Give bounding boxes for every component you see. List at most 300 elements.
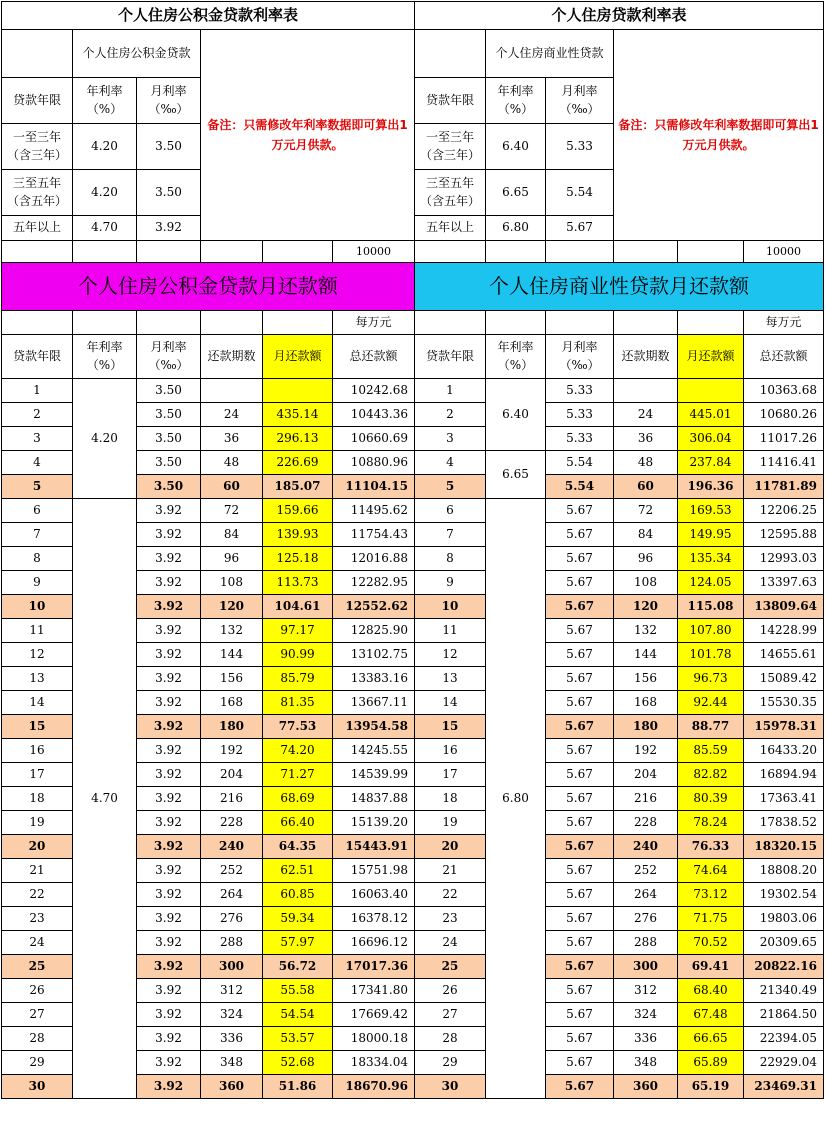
left-total-cell: 12825.90 [333,619,415,643]
right-monthly-rate-cell: 5.67 [546,643,614,667]
right-rate-annual: 6.80 [486,216,546,241]
right-rate-term: 一至三年（含三年） [415,124,486,170]
left-term-cell: 10 [2,595,73,619]
left-col-term: 贷款年限 [2,335,73,379]
left-monthly-rate-cell: 3.50 [137,403,201,427]
left-payment-cell: 57.97 [263,931,333,955]
left-monthly-rate-cell: 3.92 [137,835,201,859]
right-payment-cell: 107.80 [678,619,744,643]
left-periods-cell: 132 [201,619,263,643]
left-payment-cell: 104.61 [263,595,333,619]
right-banner: 个人住房商业性贷款月还款额 [415,263,824,311]
left-payment-cell: 113.73 [263,571,333,595]
left-monthly-rate-cell: 3.92 [137,883,201,907]
left-term-cell: 20 [2,835,73,859]
left-rate-monthly: 3.50 [137,124,201,170]
right-term-cell: 14 [415,691,486,715]
right-monthly-rate-cell: 5.67 [546,667,614,691]
right-loan-type: 个人住房商业性贷款 [486,30,614,78]
right-total-cell: 22929.04 [744,1051,824,1075]
left-term-cell: 14 [2,691,73,715]
right-monthly-rate-cell: 5.67 [546,931,614,955]
left-periods-cell: 48 [201,451,263,475]
right-periods-cell: 288 [614,931,678,955]
right-annual-rate-group: 6.40 [486,379,546,451]
left-total-cell: 12282.95 [333,571,415,595]
right-term-cell: 2 [415,403,486,427]
right-term-cell: 27 [415,1003,486,1027]
right-total-cell: 16433.20 [744,739,824,763]
right-title: 个人住房贷款利率表 [415,2,824,30]
right-total-cell: 12993.03 [744,547,824,571]
right-monthly-rate-cell: 5.54 [546,451,614,475]
right-term-cell: 22 [415,883,486,907]
left-term-cell: 30 [2,1075,73,1099]
left-periods-cell: 324 [201,1003,263,1027]
empty-cell [546,311,614,335]
right-monthly-rate-cell: 5.67 [546,547,614,571]
left-term-cell: 4 [2,451,73,475]
right-monthly-rate-cell: 5.67 [546,571,614,595]
left-monthly-rate-cell: 3.92 [137,763,201,787]
right-payment-cell: 69.41 [678,955,744,979]
left-payment-cell: 77.53 [263,715,333,739]
left-monthly-header: 月利率（‰） [137,78,201,124]
left-monthly-rate-cell: 3.92 [137,955,201,979]
left-periods-cell: 204 [201,763,263,787]
right-col-periods: 还款期数 [614,335,678,379]
right-periods-cell: 276 [614,907,678,931]
left-total-cell: 14245.55 [333,739,415,763]
right-monthly-header: 月利率（‰） [546,78,614,124]
left-periods-cell: 120 [201,595,263,619]
right-col-total: 总还款额 [744,335,824,379]
left-periods-cell: 240 [201,835,263,859]
left-term-cell: 6 [2,499,73,523]
right-col-annual: 年利率（%） [486,335,546,379]
left-periods-cell: 168 [201,691,263,715]
left-monthly-rate-cell: 3.92 [137,739,201,763]
right-term-cell: 6 [415,499,486,523]
left-monthly-rate-cell: 3.92 [137,595,201,619]
left-term-cell: 26 [2,979,73,1003]
left-payment-cell: 51.86 [263,1075,333,1099]
left-periods-cell: 300 [201,955,263,979]
left-monthly-rate-cell: 3.92 [137,499,201,523]
right-term-cell: 7 [415,523,486,547]
left-payment-cell: 56.72 [263,955,333,979]
right-periods-cell: 168 [614,691,678,715]
left-periods-cell: 36 [201,427,263,451]
empty-cell [614,241,678,263]
left-term-header: 贷款年限 [2,78,73,124]
left-total-cell: 14539.99 [333,763,415,787]
left-periods-cell: 312 [201,979,263,1003]
right-term-cell: 19 [415,811,486,835]
left-monthly-rate-cell: 3.92 [137,859,201,883]
right-payment-cell: 135.34 [678,547,744,571]
right-total-cell: 11017.26 [744,427,824,451]
right-monthly-rate-cell: 5.67 [546,811,614,835]
right-total-cell: 20822.16 [744,955,824,979]
right-term-cell: 11 [415,619,486,643]
right-periods-cell: 360 [614,1075,678,1099]
right-payment-cell: 78.24 [678,811,744,835]
right-total-cell: 18808.20 [744,859,824,883]
empty-cell [678,311,744,335]
left-monthly-rate-cell: 3.50 [137,475,201,499]
right-term-cell: 8 [415,547,486,571]
left-total-cell: 17341.80 [333,979,415,1003]
right-periods-cell: 24 [614,403,678,427]
left-total-cell: 13102.75 [333,643,415,667]
left-term-cell: 11 [2,619,73,643]
empty-cell [614,311,678,335]
right-payment-cell: 65.19 [678,1075,744,1099]
right-monthly-rate-cell: 5.67 [546,1075,614,1099]
left-periods-cell: 216 [201,787,263,811]
left-periods-cell: 192 [201,739,263,763]
empty-cell [678,241,744,263]
left-monthly-rate-cell: 3.92 [137,715,201,739]
right-periods-cell: 144 [614,643,678,667]
left-total-cell: 11104.15 [333,475,415,499]
left-term-cell: 16 [2,739,73,763]
left-monthly-rate-cell: 3.92 [137,667,201,691]
left-term-cell: 18 [2,787,73,811]
left-principal: 10000 [333,241,415,263]
left-rate-monthly: 3.50 [137,170,201,216]
left-term-cell: 5 [2,475,73,499]
left-payment-cell: 159.66 [263,499,333,523]
right-periods-cell: 108 [614,571,678,595]
right-periods-cell: 348 [614,1051,678,1075]
empty-cell [2,241,73,263]
empty-cell [263,311,333,335]
left-total-cell: 10660.69 [333,427,415,451]
right-payment-cell: 85.59 [678,739,744,763]
left-monthly-rate-cell: 3.92 [137,907,201,931]
right-monthly-rate-cell: 5.67 [546,1003,614,1027]
left-term-cell: 27 [2,1003,73,1027]
left-loan-type: 个人住房公积金贷款 [73,30,201,78]
left-rate-term: 五年以上 [2,216,73,241]
right-term-cell: 15 [415,715,486,739]
right-term-cell: 23 [415,907,486,931]
empty-cell [486,241,546,263]
right-payment-cell: 76.33 [678,835,744,859]
right-col-monthly-rate: 月利率（‰） [546,335,614,379]
left-payment-cell: 71.27 [263,763,333,787]
left-monthly-rate-cell: 3.92 [137,691,201,715]
left-payment-cell: 435.14 [263,403,333,427]
left-monthly-rate-cell: 3.50 [137,451,201,475]
left-payment-cell: 59.34 [263,907,333,931]
empty-cell [73,311,137,335]
right-periods-cell: 36 [614,427,678,451]
right-total-cell: 12206.25 [744,499,824,523]
left-total-cell: 16696.12 [333,931,415,955]
left-payment-cell: 64.35 [263,835,333,859]
right-col-payment: 月还款额 [678,335,744,379]
left-term-cell: 17 [2,763,73,787]
left-rate-term: 三至五年（含五年） [2,170,73,216]
left-col-annual: 年利率（%） [73,335,137,379]
left-periods-cell: 348 [201,1051,263,1075]
left-payment-cell: 81.35 [263,691,333,715]
empty-cell [137,311,201,335]
left-payment-cell: 52.68 [263,1051,333,1075]
right-total-cell: 13809.64 [744,595,824,619]
left-total-cell: 17017.36 [333,955,415,979]
right-monthly-rate-cell: 5.67 [546,691,614,715]
right-rate-term: 五年以上 [415,216,486,241]
right-periods-cell: 312 [614,979,678,1003]
right-term-cell: 17 [415,763,486,787]
right-rate-monthly: 5.67 [546,216,614,241]
left-rate-annual: 4.20 [73,124,137,170]
left-term-cell: 9 [2,571,73,595]
left-term-cell: 23 [2,907,73,931]
left-col-periods: 还款期数 [201,335,263,379]
right-term-cell: 3 [415,427,486,451]
right-term-cell: 26 [415,979,486,1003]
right-total-cell: 21864.50 [744,1003,824,1027]
left-col-total: 总还款额 [333,335,415,379]
right-col-term: 贷款年限 [415,335,486,379]
left-term-cell: 12 [2,643,73,667]
left-total-cell: 13667.11 [333,691,415,715]
left-monthly-rate-cell: 3.92 [137,571,201,595]
left-title: 个人住房公积金贷款利率表 [2,2,415,30]
right-rate-annual: 6.40 [486,124,546,170]
left-periods-cell: 72 [201,499,263,523]
right-total-cell: 10680.26 [744,403,824,427]
left-total-cell: 18000.18 [333,1027,415,1051]
right-term-cell: 25 [415,955,486,979]
empty-cell [201,311,263,335]
left-total-cell: 18334.04 [333,1051,415,1075]
empty-cell [263,241,333,263]
right-monthly-rate-cell: 5.33 [546,379,614,403]
left-rate-monthly: 3.92 [137,216,201,241]
right-monthly-rate-cell: 5.67 [546,715,614,739]
left-total-cell: 16378.12 [333,907,415,931]
right-payment-cell: 196.36 [678,475,744,499]
right-total-cell: 17838.52 [744,811,824,835]
right-periods-cell: 324 [614,1003,678,1027]
left-monthly-rate-cell: 3.92 [137,787,201,811]
left-annual-rate-group: 4.70 [73,499,137,1099]
left-periods-cell: 276 [201,907,263,931]
left-term-cell: 7 [2,523,73,547]
left-term-cell: 19 [2,811,73,835]
right-payment-cell: 66.65 [678,1027,744,1051]
left-monthly-rate-cell: 3.92 [137,1003,201,1027]
left-total-cell: 15443.91 [333,835,415,859]
right-payment-cell: 101.78 [678,643,744,667]
table-row [2,379,824,403]
right-periods-cell: 216 [614,787,678,811]
right-total-cell: 21340.49 [744,979,824,1003]
left-payment-cell: 139.93 [263,523,333,547]
left-col-monthly-rate: 月利率（‰） [137,335,201,379]
right-term-cell: 30 [415,1075,486,1099]
right-periods-cell: 72 [614,499,678,523]
left-term-cell: 24 [2,931,73,955]
right-rate-term: 三至五年（含五年） [415,170,486,216]
right-note: 备注：只需修改年利率数据即可算出1万元月供款。 [614,30,824,241]
left-term-cell: 8 [2,547,73,571]
left-term-cell: 1 [2,379,73,403]
right-term-cell: 1 [415,379,486,403]
right-payment-cell: 82.82 [678,763,744,787]
left-periods-cell: 156 [201,667,263,691]
right-payment-cell: 80.39 [678,787,744,811]
right-payment-cell: 96.73 [678,667,744,691]
right-monthly-rate-cell: 5.67 [546,1027,614,1051]
right-periods-cell: 192 [614,739,678,763]
right-total-cell: 15089.42 [744,667,824,691]
right-total-cell: 11781.89 [744,475,824,499]
right-periods-cell: 96 [614,547,678,571]
left-total-cell: 13954.58 [333,715,415,739]
right-term-cell: 28 [415,1027,486,1051]
right-total-cell: 19803.06 [744,907,824,931]
left-per-10k: 每万元 [333,311,415,335]
right-monthly-rate-cell: 5.67 [546,859,614,883]
empty-cell [486,311,546,335]
right-annual-rate-group: 6.65 [486,451,546,499]
left-monthly-rate-cell: 3.92 [137,979,201,1003]
right-term-cell: 21 [415,859,486,883]
left-monthly-rate-cell: 3.92 [137,931,201,955]
left-total-cell: 15751.98 [333,859,415,883]
right-monthly-rate-cell: 5.67 [546,595,614,619]
left-monthly-rate-cell: 3.92 [137,1075,201,1099]
right-total-cell: 16894.94 [744,763,824,787]
right-total-cell: 23469.31 [744,1075,824,1099]
right-total-cell: 14655.61 [744,643,824,667]
right-term-cell: 16 [415,739,486,763]
left-total-cell: 10443.36 [333,403,415,427]
left-term-cell: 3 [2,427,73,451]
right-total-cell: 14228.99 [744,619,824,643]
left-periods-cell: 60 [201,475,263,499]
left-monthly-rate-cell: 3.92 [137,523,201,547]
right-monthly-rate-cell: 5.67 [546,979,614,1003]
left-periods-cell: 144 [201,643,263,667]
left-periods-cell: 24 [201,403,263,427]
right-term-cell: 9 [415,571,486,595]
left-total-cell: 17669.42 [333,1003,415,1027]
right-periods-cell: 204 [614,763,678,787]
right-monthly-rate-cell: 5.67 [546,739,614,763]
left-payment-cell: 85.79 [263,667,333,691]
right-monthly-rate-cell: 5.67 [546,1051,614,1075]
left-monthly-rate-cell: 3.92 [137,547,201,571]
right-term-header: 贷款年限 [415,78,486,124]
left-payment-cell: 296.13 [263,427,333,451]
right-periods-cell: 336 [614,1027,678,1051]
left-periods-cell: 108 [201,571,263,595]
left-payment-cell: 66.40 [263,811,333,835]
left-payment-cell [263,379,333,403]
right-total-cell: 10363.68 [744,379,824,403]
loan-rate-sheet [1,1,824,1099]
right-rate-monthly: 5.33 [546,124,614,170]
left-term-cell: 21 [2,859,73,883]
empty-cell [137,241,201,263]
right-term-cell: 29 [415,1051,486,1075]
left-payment-cell: 185.07 [263,475,333,499]
right-per-10k: 每万元 [744,311,824,335]
right-payment-cell: 67.48 [678,1003,744,1027]
right-total-cell: 22394.05 [744,1027,824,1051]
table-row [2,499,824,523]
left-periods-cell [201,379,263,403]
left-annual-rate-group: 4.20 [73,379,137,499]
right-term-cell: 12 [415,643,486,667]
right-total-cell: 19302.54 [744,883,824,907]
left-payment-cell: 60.85 [263,883,333,907]
left-periods-cell: 252 [201,859,263,883]
left-periods-cell: 180 [201,715,263,739]
left-term-cell: 28 [2,1027,73,1051]
right-periods-cell: 120 [614,595,678,619]
left-total-cell: 12552.62 [333,595,415,619]
right-payment-cell: 68.40 [678,979,744,1003]
right-total-cell: 13397.63 [744,571,824,595]
left-periods-cell: 84 [201,523,263,547]
right-blank-cell [415,30,486,78]
right-term-cell: 18 [415,787,486,811]
left-total-cell: 10242.68 [333,379,415,403]
left-periods-cell: 360 [201,1075,263,1099]
left-total-cell: 13383.16 [333,667,415,691]
right-periods-cell: 264 [614,883,678,907]
right-term-cell: 4 [415,451,486,475]
right-payment-cell: 445.01 [678,403,744,427]
left-monthly-rate-cell: 3.92 [137,1051,201,1075]
left-periods-cell: 96 [201,547,263,571]
right-monthly-rate-cell: 5.67 [546,787,614,811]
left-note: 备注：只需修改年利率数据即可算出1万元月供款。 [201,30,415,241]
right-payment-cell: 124.05 [678,571,744,595]
left-payment-cell: 74.20 [263,739,333,763]
right-monthly-rate-cell: 5.67 [546,763,614,787]
right-payment-cell: 88.77 [678,715,744,739]
right-total-cell: 15978.31 [744,715,824,739]
right-payment-cell: 92.44 [678,691,744,715]
left-col-payment: 月还款额 [263,335,333,379]
left-monthly-rate-cell: 3.92 [137,619,201,643]
right-term-cell: 24 [415,931,486,955]
right-annual-rate-group: 6.80 [486,499,546,1099]
left-term-cell: 15 [2,715,73,739]
right-payment-cell: 169.53 [678,499,744,523]
right-payment-cell: 73.12 [678,883,744,907]
right-rate-annual: 6.65 [486,170,546,216]
left-term-cell: 22 [2,883,73,907]
right-term-cell: 10 [415,595,486,619]
right-monthly-rate-cell: 5.54 [546,475,614,499]
left-payment-cell: 125.18 [263,547,333,571]
left-term-cell: 25 [2,955,73,979]
left-total-cell: 14837.88 [333,787,415,811]
right-term-cell: 20 [415,835,486,859]
left-banner: 个人住房公积金贷款月还款额 [2,263,415,311]
